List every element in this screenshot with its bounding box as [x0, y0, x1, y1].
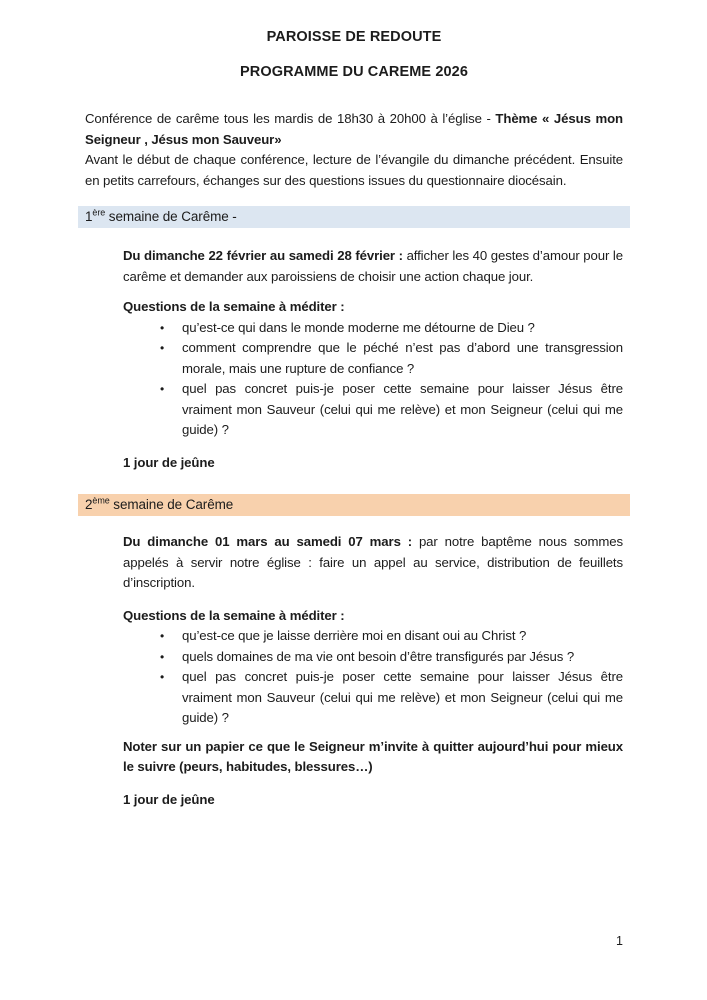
week1-body	[123, 246, 623, 473]
text-segment: Thème « Jésus mon Seigneur , Jésus mon Sauveur»	[85, 111, 623, 147]
list-item	[123, 318, 623, 339]
intro-paragraph-1	[85, 109, 623, 150]
week2-schedule-paragraph	[123, 532, 623, 594]
bullet-icon: •	[160, 382, 165, 396]
text-segment: par notre baptême nous sommes appelés à servir notre église : faire un appel au service, distribution de feuillets d’inscription.	[123, 534, 623, 590]
bullet-text: quel pas concret puis-je poser cette semaine pour laisser Jésus être vraiment mon Sauveur (celui qui me relève) et mon Seigneur (celui qui me guide) ?	[182, 669, 623, 725]
text-segment: Du dimanche 01 mars au samedi 07 mars :	[123, 534, 419, 549]
bullet-icon: •	[160, 649, 165, 664]
week2-heading-text: semaine de Carême	[109, 497, 234, 512]
text-segment: afficher les 40 gestes d’amour pour le carême et demander aux paroissiens de choisir une action chaque jour.	[123, 248, 623, 284]
week2-heading	[78, 494, 630, 516]
bullet-icon: •	[160, 629, 165, 643]
bullet-text: qu’est-ce qui dans le monde moderne me détourne de Dieu ?	[182, 319, 535, 335]
week2-body	[123, 532, 623, 810]
week1-heading-text: semaine de Carême -	[105, 209, 237, 224]
text-segment: Conférence de carême tous les mardis de 18h30 à 20h00 à l’église -	[85, 111, 496, 126]
list-item	[123, 338, 623, 379]
bullet-icon: •	[160, 320, 165, 335]
week2-heading-ordinal-superscript: ème	[92, 495, 110, 506]
list-item	[123, 667, 623, 729]
document-title-line1: PAROISSE DE REDOUTE	[266, 29, 442, 45]
bullet-icon: •	[160, 341, 165, 355]
text-segment: Du dimanche 22 février au samedi 28 février :	[123, 248, 407, 263]
bullet-text: comment comprendre que le péché n’est pas d’abord une transgression morale, mais une rupture de confiance ?	[182, 340, 623, 376]
week1-schedule-paragraph	[123, 246, 623, 287]
week1-heading	[78, 206, 630, 228]
week1-heading-ordinal-superscript: ère	[92, 207, 106, 218]
page-number: 1	[616, 934, 623, 948]
list-item	[123, 647, 623, 668]
bullet-text: qu’est-ce que je laisse derrière moi en disant oui au Christ ?	[182, 628, 527, 643]
intro-paragraph-2: Avant le début de chaque conférence, lecture de l’évangile du dimanche précédent. Ensuite en petits carrefours, échanges sur des questions issues du questionnaire diocésain.	[85, 152, 623, 188]
week2-bullet-list	[123, 626, 623, 729]
document-title-line2: PROGRAMME DU CAREME 2026	[240, 64, 468, 80]
list-item	[123, 626, 623, 647]
week1-questions-label: Questions de la semaine à méditer :	[123, 299, 345, 314]
week1-heading-number: 1	[85, 209, 93, 224]
week2-heading-number: 2	[85, 497, 93, 512]
bullet-text: quels domaines de ma vie ont besoin d’être transfigurés par Jésus ?	[182, 648, 575, 664]
week2-note-paragraph: Noter sur un papier ce que le Seigneur m’invite à quitter aujourd’hui pour mieux le suivre (peurs, habitudes, blessures…)	[123, 738, 623, 774]
week1-bullet-list	[123, 318, 623, 441]
bullet-icon: •	[160, 670, 165, 684]
week2-fast-note: 1 jour de jeûne	[123, 791, 215, 807]
week1-fast-note: 1 jour de jeûne	[123, 454, 215, 470]
week2-questions-label: Questions de la semaine à méditer :	[123, 607, 345, 623]
bullet-text: quel pas concret puis-je poser cette semaine pour laisser Jésus être vraiment mon Sauveur (celui qui me relève) et mon Seigneur (celui qui me guide) ?	[182, 381, 623, 437]
list-item	[123, 379, 623, 441]
document-content	[85, 27, 623, 810]
